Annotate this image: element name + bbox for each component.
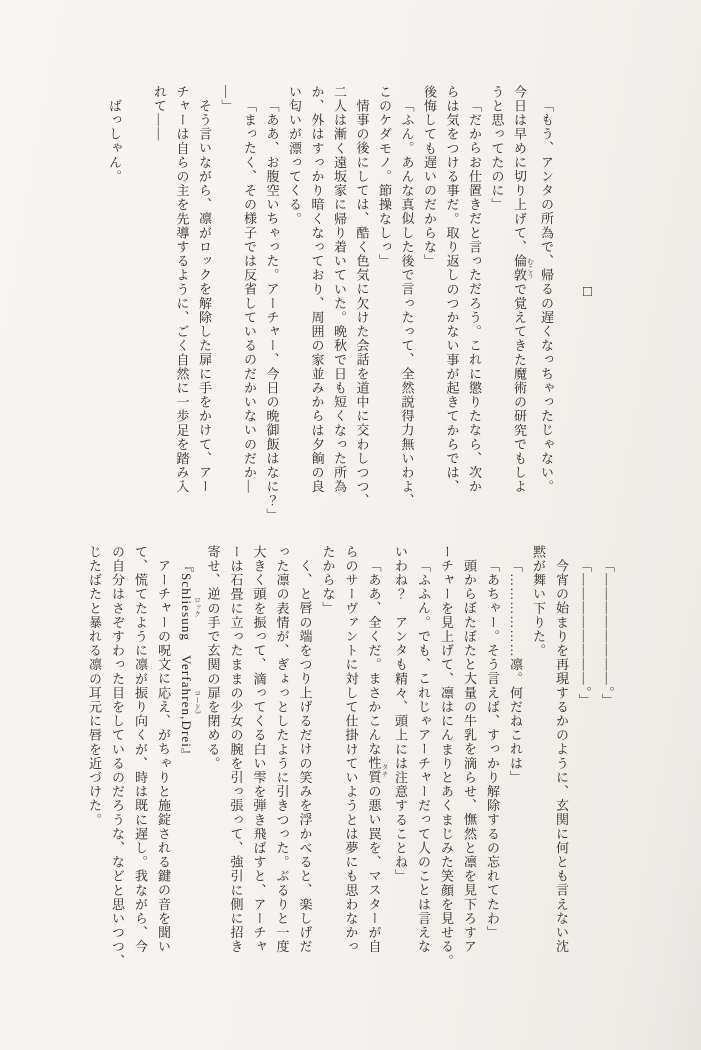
text-line: て、慌てたように凛が振り向くが、時は既に遅し。我ながら、今: [133, 545, 148, 954]
text-line: か、外はすっかり暗くなっており、周囲の家並みからは夕餉の良: [309, 85, 325, 494]
text-line: 「ふふん。でも、これじゃアーチャーだって人のことは言えな: [416, 559, 431, 954]
text-line: らは気をつける事だ。取り返しのつかない事が起きてからでは、: [444, 85, 460, 494]
text-line: 今宵の始まりを再現するかのように、玄関に何とも言えない沈: [554, 559, 569, 954]
text-line: 「だからお仕置きだと言っただろう。これに懲りたなら、次か: [467, 99, 482, 494]
ruby-annotation: Verfahren,Drei コード3: [179, 655, 202, 749]
bottom-text-block: [83, 545, 619, 995]
text-line: 「ああ、全くだ。まさかこんな性質 タチの悪い罠を、マスターが自: [366, 559, 389, 954]
text-line: うと思ってたのに」: [489, 85, 505, 212]
text-line: 「まったく、その様子では反省しているのだかいないのだか―: [242, 99, 257, 494]
text-line: った凛の表情が、ぎょっとしたように引きつった。ぶるりと一度: [274, 545, 290, 954]
text-line: れて――: [152, 85, 167, 142]
text-line: 情事の後にしては、酷く色気に欠けた会話を道中に交わしつつ、: [354, 99, 370, 508]
top-text-block: [103, 85, 558, 529]
text-line: 頭からぼたぼたと大量の牛乳を滴らせ、憮然と凛を見下ろすア: [462, 559, 477, 954]
text-line: 二人は漸く遠坂家に帰り着いていた。晩秋で日も短くなった所為: [332, 85, 347, 494]
text-line: 「あちゃー。そう言えば、すっかり解除するの忘れてたわ」: [485, 559, 500, 940]
text-line: たからな」: [320, 545, 336, 616]
ruby-annotation: 性質 タチ: [366, 756, 389, 785]
text-line: そう言いながら、凛がロックを解除した扉に手をかけて、アー: [197, 99, 212, 494]
text-line: く、と唇の端をつり上げるだけの笑みを浮かべると、楽しげだ: [297, 559, 313, 954]
text-line: 「――――――――。」: [600, 559, 615, 708]
text-line: らのサーヴァントに対して仕掛けていようとは夢にも思わなかっ: [343, 545, 359, 954]
text-line: ばっしゃん。: [107, 99, 122, 184]
text-line: ーチャーを見上げて、凛はにんまりとあくまじみた笑顔を見せる。: [439, 545, 454, 968]
section-divider-square: □: [583, 284, 593, 300]
ruby-annotation: Schliesung ロック: [179, 573, 202, 642]
text-line: の自分はさぞすわった目をしているのだろうな、などと思いつつ、: [110, 545, 125, 968]
text-line: このケダモノ。節操なしっ」: [377, 85, 392, 269]
ruby-annotation: 倫敦 むこう: [512, 254, 535, 283]
text-line: 「――――――――。」: [577, 559, 592, 708]
text-line: 「ああ、お腹空いちゃった。アーチャー、今日の晩御飯はなに？」: [264, 99, 280, 522]
text-line: 「………………凛。何だねこれは」: [508, 559, 523, 785]
text-line: 黙が舞い下りた。: [531, 545, 546, 658]
text-line: い匂いが漂ってくる。: [287, 85, 302, 226]
text-line: 後悔しても遅いのだからな」: [422, 85, 437, 269]
text-line: チャーは自らの主を先導するように、ごく自然に一歩足を踏み入: [174, 85, 190, 494]
text-line: 大きく頭を振って、滴ってくる白い雫を弾き飛ばすと、アーチャ: [251, 545, 267, 954]
text-line: じたばたと暴れる凛の耳元に唇を近づけた。: [87, 545, 102, 827]
text-line: いわね？ アンタも精々、頭上には注意することね」: [393, 545, 408, 884]
text-line: 今日は早めに切り上げて、倫敦 むこうで覚えてきた魔術の研究でもしよ: [512, 85, 535, 494]
text-line: 『Schliesung ロック Verfahren,Drei コード3』: [179, 559, 202, 763]
text-line: ―」: [219, 85, 235, 114]
text-line: 「もう、アンタの所為で、帰るの遅くなっちゃったじゃない。: [539, 99, 554, 494]
text-line: 「ふん。あんな真似した後で言ったって、全然説得力無いわよ、: [399, 99, 415, 508]
text-line: アーチャーの呪文に応え、がちゃりと施錠される鍵の音を聞い: [156, 559, 171, 954]
blank-line: [125, 85, 148, 529]
text-line: ーは石畳に立ったままの少女の腕を引っ張って、強引に側に招き: [228, 545, 244, 954]
text-line: 寄せ、逆の手で玄関の扉を閉める。: [205, 545, 221, 771]
